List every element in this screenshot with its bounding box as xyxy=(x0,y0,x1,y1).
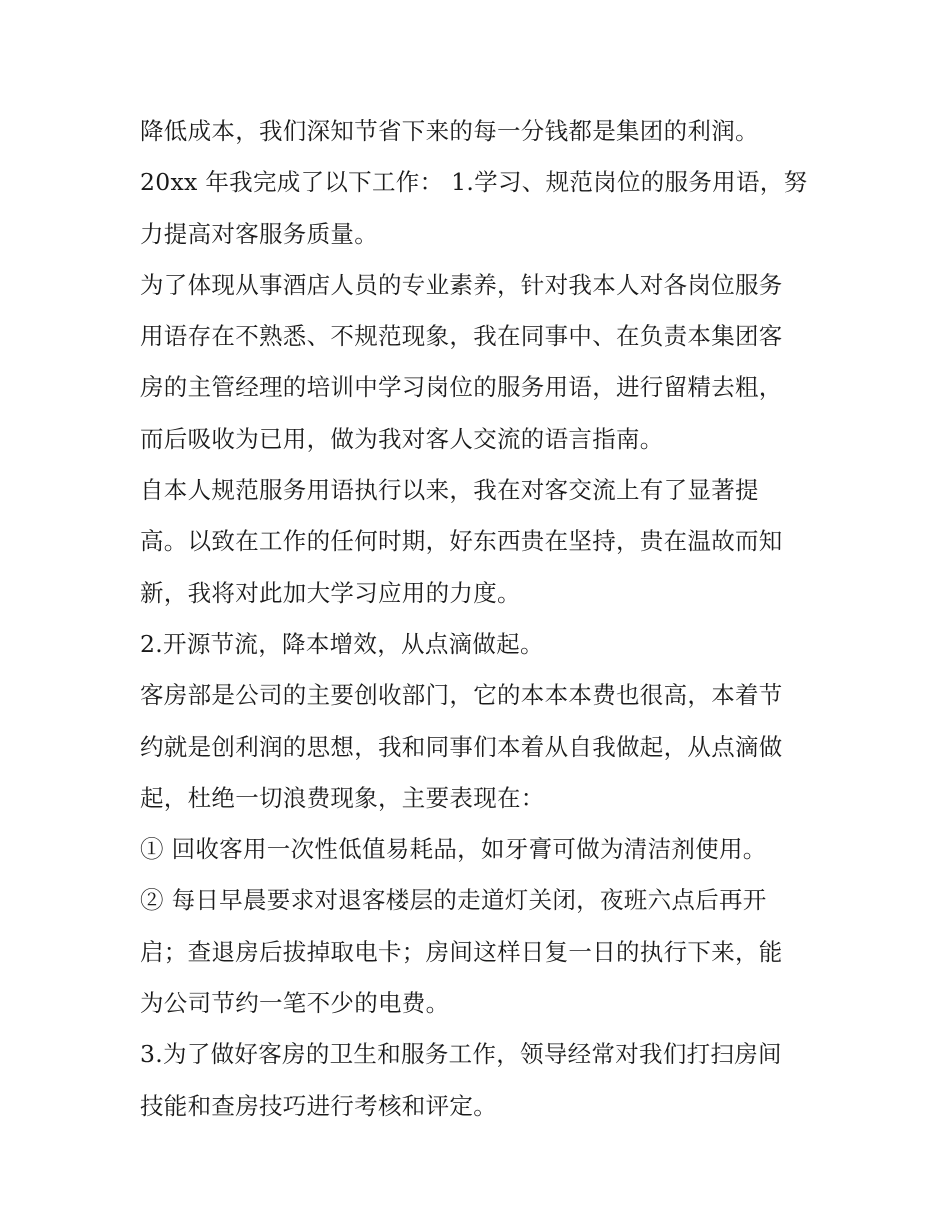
text-line: 技能和查房技巧进行考核和评定。 xyxy=(140,1091,497,1120)
text-line: 新，我将对此加大学习应用的力度。 xyxy=(140,578,521,607)
text-line: 而后吸收为已用，做为我对客人交流的语言指南。 xyxy=(140,424,664,453)
text-line: 用语存在不熟悉、不规范现象，我在同事中、在负责本集团客 xyxy=(140,322,783,351)
text-line: 起，杜绝一切浪费现象，主要表现在： xyxy=(140,783,545,812)
text-line: 3.为了做好客房的卫生和服务工作，领导经常对我们打扫房间 xyxy=(140,1040,782,1069)
text-line: 为公司节约一笔不少的电费。 xyxy=(140,989,450,1018)
text-line: 自本人规范服务用语执行以来，我在对客交流上有了显著提 xyxy=(140,476,759,505)
text-line: 约就是创利润的思想，我和同事们本着从自我做起，从点滴做 xyxy=(140,732,783,761)
text-line: 2.开源节流，降本增效，从点滴做起。 xyxy=(140,629,544,658)
text-line: 20xx 年我完成了以下工作： 1.学习、规范岗位的服务用语，努 xyxy=(140,168,808,197)
text-line: 力提高对客服务质量。 xyxy=(140,219,378,248)
text-line: 客房部是公司的主要创收部门，它的本本本费也很高，本着节 xyxy=(140,681,783,710)
text-line: 高。以致在工作的任何时期，好东西贵在坚持，贵在温故而知 xyxy=(140,527,783,556)
document-body xyxy=(140,106,820,1132)
text-line: 启；查退房后拔掉取电卡；房间这样日复一日的执行下来，能 xyxy=(140,937,783,966)
text-line: ① 回收客用一次性低值易耗品，如牙膏可做为清洁剂使用。 xyxy=(140,835,767,864)
text-line: ② 每日早晨要求对退客楼层的走道灯关闭，夜班六点后再开 xyxy=(140,886,767,915)
text-line: 为了体现从事酒店人员的专业素养，针对我本人对各岗位服务 xyxy=(140,270,783,299)
text-line: 降低成本，我们深知节省下来的每一分钱都是集团的利润。 xyxy=(140,117,759,145)
text-line: 房的主管经理的培训中学习岗位的服务用语，进行留精去粗， xyxy=(140,373,783,402)
